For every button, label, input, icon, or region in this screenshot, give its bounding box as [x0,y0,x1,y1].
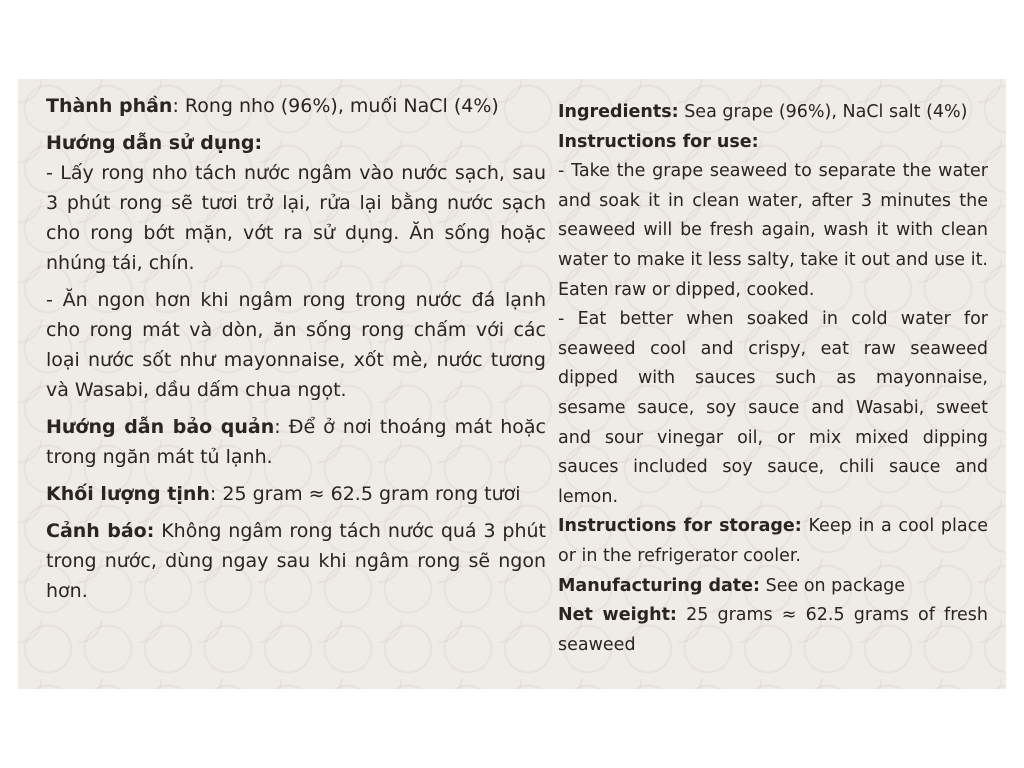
en-storage [558,512,988,571]
en-ingredients-label: Ingredients: [558,102,679,122]
vi-instructions-heading: Hướng dẫn sử dụng: [46,132,263,154]
vi-instructions-p1: - Lấy rong nho tách nước ngâm vào nước sạch, sau 3 phút rong sẽ tươi trở lại, rửa lại bằng nước sạch cho rong bớt mặn, vớt ra sử dụng. Ăn sống hoặc nhúng tái, chín. [46,162,546,274]
product-label [18,79,1006,689]
en-net-weight [558,601,988,660]
en-ingredients [558,98,988,128]
vietnamese-column [46,91,546,613]
en-ingredients-value: Sea grape (96%), NaCl salt (4%) [678,102,968,122]
vi-storage-label: Hướng dẫn bảo quản [46,416,275,438]
vi-net-weight-label: Khối lượng tịnh [46,483,210,505]
en-instructions-p2: - Eat better when soaked in cold water for seaweed cool and crispy, eat raw seaweed dipped with sauces such as mayonnaise, sesame sauce, soy sauce and Wasabi, sweet and sour vinegar oil, or mix mixed dipping sauces included soy sauce, chili sauce and lemon. [558,309,988,507]
vi-storage-value: : Để ở nơi thoáng mát hoặc trong ngăn mát tủ lạnh. [46,416,547,468]
vi-instructions-p2: - Ăn ngon hơn khi ngâm rong trong nước đá lạnh cho rong mát và dòn, ăn sống rong chấm với các loại nước sốt như mayonnaise, xốt mè, nước tương và Wasabi, dầu dấm chua ngọt. [46,289,546,401]
vi-ingredients-value: : Rong nho (96%), muối NaCl (4%) [172,95,499,117]
english-column [558,98,988,660]
en-net-weight-value: 25 grams ≈ 62.5 grams of fresh seaweed [558,605,988,655]
vi-storage [46,412,546,472]
en-mfg-value: See on package [760,575,906,596]
vi-net-weight [46,479,546,509]
vi-warning-label: Cảnh báo: [46,520,155,542]
en-storage-value: Keep in a cool place or in the refrigerator cooler. [558,516,989,566]
vi-warning [46,516,546,606]
en-mfg-label: Manufacturing date: [558,575,761,596]
en-storage-label: Instructions for storage: [558,516,802,537]
vi-net-weight-value: : 25 gram ≈ 62.5 gram rong tươi [209,483,521,505]
vi-warning-value: Không ngâm rong tách nước quá 3 phút trong nước, dùng ngay sau khi ngâm rong sẽ ngon hơn. [46,520,546,602]
en-manufacturing-date [558,572,988,602]
vi-ingredients [46,91,546,121]
vi-ingredients-label: Thành phần [46,95,173,117]
en-instructions-p1: - Take the grape seaweed to separate the water and soak it in clean water, after 3 minutes the seaweed will be fresh again, wash it with clean water to make it less salty, take it out and use it. Eaten raw or dipped, cooked. [558,161,988,300]
en-instructions-heading: Instructions for use: [558,131,759,152]
en-net-weight-label: Net weight: [558,605,677,626]
